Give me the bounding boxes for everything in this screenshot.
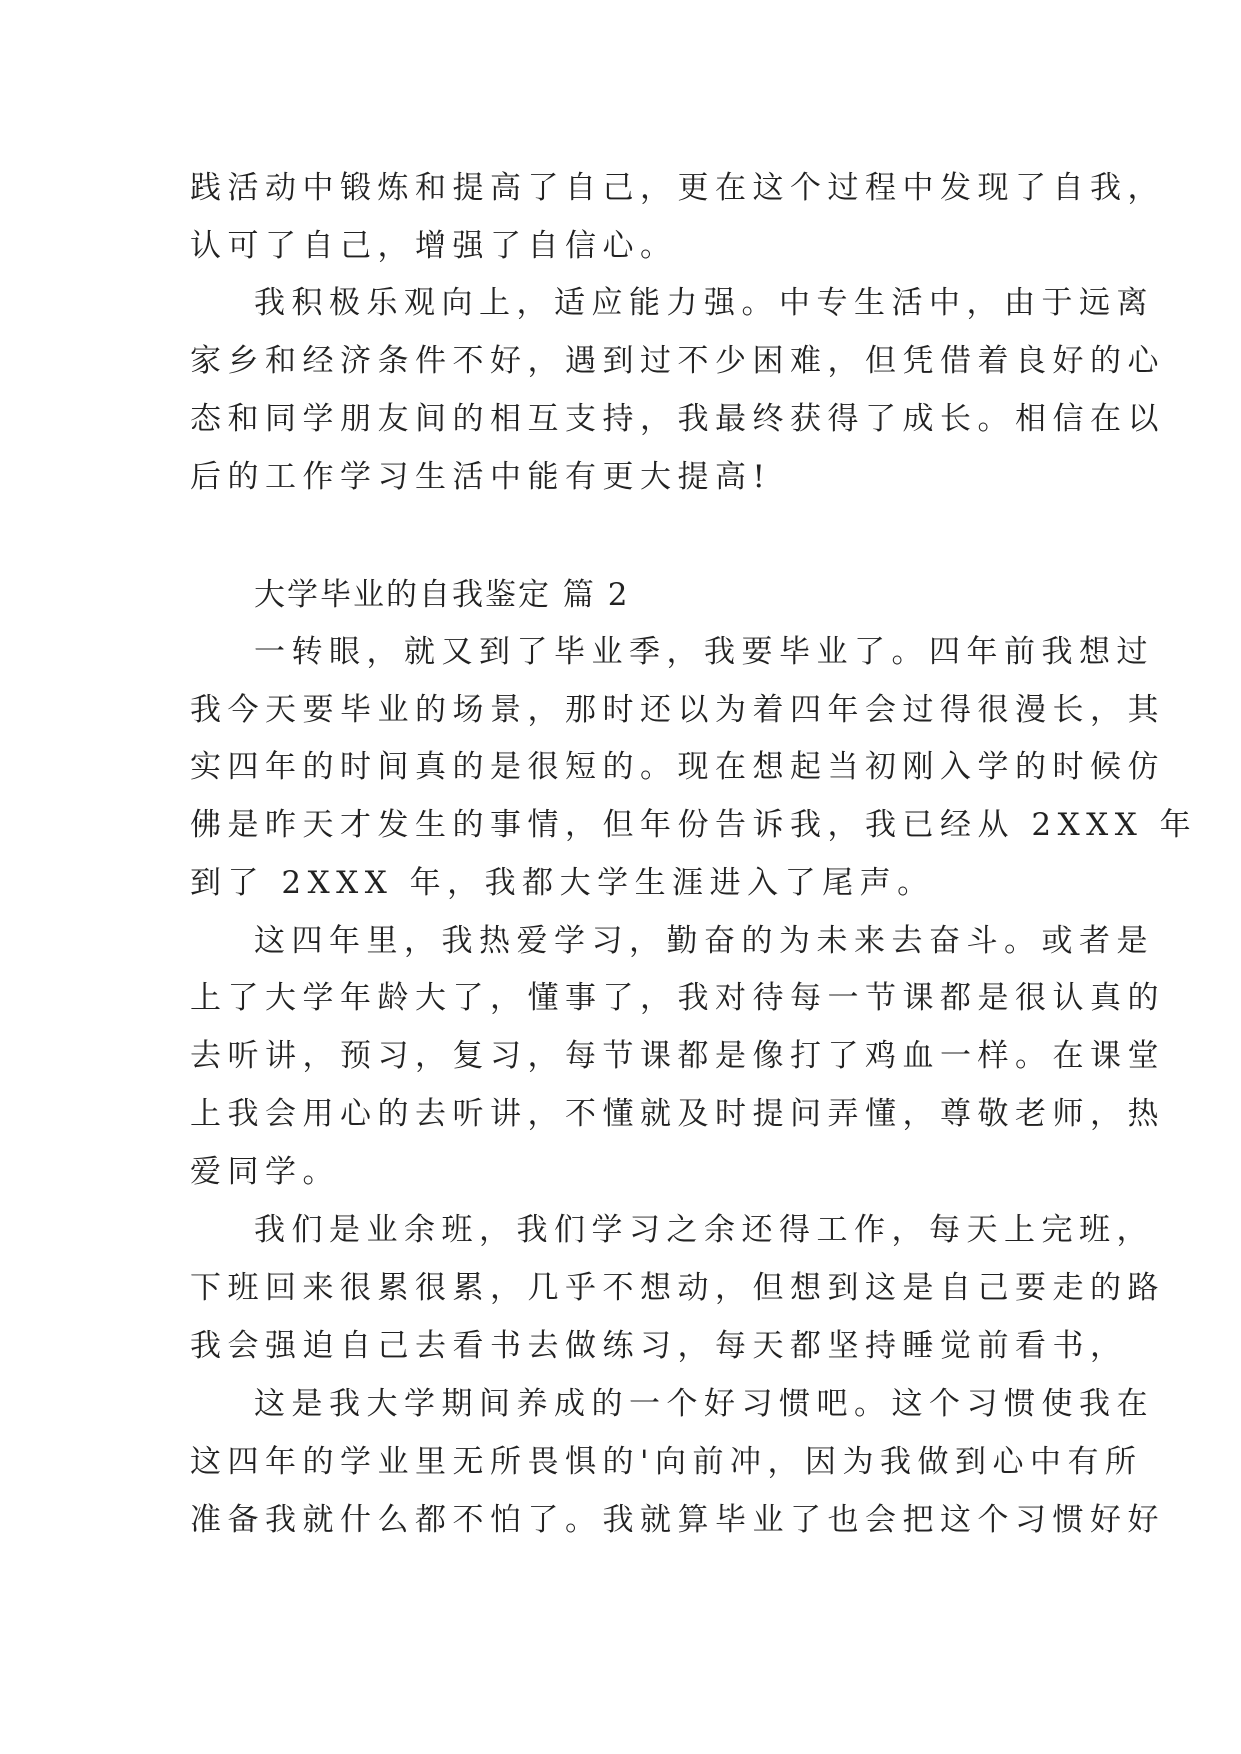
text-line: 爱同学。: [190, 1154, 340, 1190]
text-line: 上了大学年龄大了，懂事了，我对待每一节课都是很认真的: [190, 980, 1165, 1016]
paragraph-start-line: 我们是业余班，我们学习之余还得工作，每天上完班，: [254, 1212, 1154, 1248]
text-line: 态和同学朋友间的相互支持，我最终获得了成长。相信在以: [190, 401, 1165, 437]
section-heading: 大学毕业的自我鉴定 篇 2: [254, 577, 630, 613]
text-line: 实四年的时间真的是很短的。现在想起当初刚入学的时候仿: [190, 749, 1165, 785]
text-line: 到了 2XXX 年，我都大学生涯进入了尾声。: [190, 865, 935, 901]
text-line: 我今天要毕业的场景，那时还以为着四年会过得很漫长，其: [190, 692, 1165, 728]
text-line: 准备我就什么都不怕了。我就算毕业了也会把这个习惯好好: [190, 1502, 1165, 1538]
text-line: 认可了自己，增强了自信心。: [190, 228, 678, 264]
paragraph-start-line: 这四年里，我热爱学习，勤奋的为未来去奋斗。或者是: [254, 923, 1154, 959]
text-line: 后的工作学习生活中能有更大提高!: [190, 459, 772, 495]
paragraph-start-line: 一转眼，就又到了毕业季，我要毕业了。四年前我想过: [254, 634, 1154, 670]
text-line: 践活动中锻炼和提高了自己，更在这个过程中发现了自我，: [190, 170, 1165, 206]
text-line: 这四年的学业里无所畏惧的'向前冲，因为我做到心中有所: [190, 1444, 1143, 1480]
text-line: 佛是昨天才发生的事情，但年份告诉我，我已经从 2XXX 年: [190, 807, 1198, 843]
text-line: 下班回来很累很累，几乎不想动，但想到这是自己要走的路: [190, 1270, 1165, 1306]
text-line: 我会强迫自己去看书去做练习，每天都坚持睡觉前看书，: [190, 1328, 1128, 1364]
paragraph-start-line: 我积极乐观向上，适应能力强。中专生活中，由于远离: [254, 285, 1154, 321]
paragraph-start-line: 这是我大学期间养成的一个好习惯吧。这个习惯使我在: [254, 1386, 1154, 1422]
text-line: 去听讲，预习，复习，每节课都是像打了鸡血一样。在课堂: [190, 1038, 1165, 1074]
text-line: 上我会用心的去听讲，不懂就及时提问弄懂，尊敬老师，热: [190, 1096, 1165, 1132]
text-line: 家乡和经济条件不好，遇到过不少困难，但凭借着良好的心: [190, 343, 1165, 379]
